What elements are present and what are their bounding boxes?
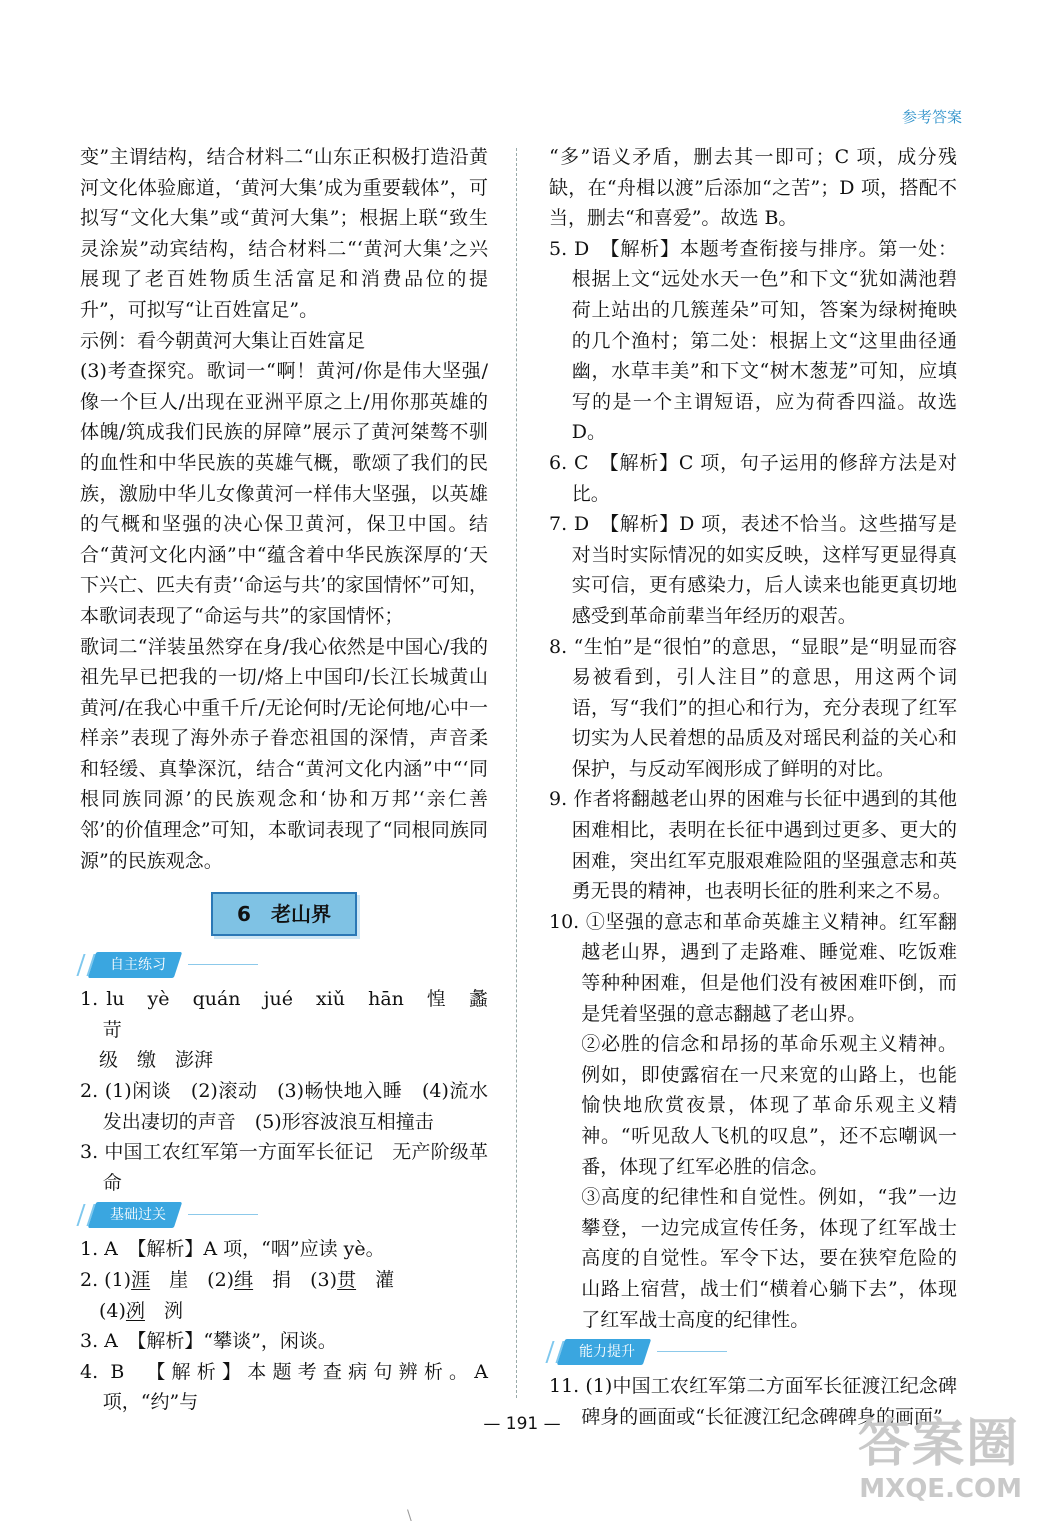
- section-tag-ability: [549, 1339, 657, 1365]
- section-label: 自主练习: [110, 957, 166, 974]
- answer-7: 7. D 【解析】D 项，表述不恰当。这些描写是对当时实际情况的如实反映，这样写更显得真实可信，更有感染力，后人读来也能更真切地感受到革命前辈当年经历的艰苦。: [549, 513, 957, 627]
- left-paragraph-4: 歌词二“洋装虽然穿在身/我心依然是中国心/我的祖先早已把我的一切/烙上中国印/长江长城黄山黄河/在我心中重千斤/无论何时/无论何地/心中一样亲”表现了海外赤子眷恋祖国的深情，声音柔和轻缓、真挚深沉，结合“黄河文化内涵”中“‘同根同族同源’的民族观念和‘协和万邦’‘亲仁善邻’的价值理念”可知，本歌词表现了“同根同族同源”的民族观念。: [80, 635, 488, 872]
- right-paragraph-continued: “多”语义矛盾，删去其一即可；C 项，成分残缺，在“舟楫以渡”后添加“之苦”；D 项，搭配不当，删去“和喜爱”。故选 B。: [549, 146, 957, 230]
- watermark-logo: [858, 1414, 1028, 1524]
- answer-10-2: ②必胜的信念和昂扬的革命乐观主义精神。例如，即使露宿在一尺来宽的山路上，也能愉快地欣赏夜景，体现了革命乐观主义精神。“听见敌人飞机的叹息”，还不忘嘲讽一番，体现了红军必胜的信念。: [581, 1033, 957, 1178]
- left-paragraph-example: 示例：看今朝黄河大集让百姓富足: [80, 329, 366, 352]
- basics-4: 4. B 【解析】本题考查病句辨析。A 项，“约”与: [80, 1360, 488, 1414]
- basics-2: [80, 1265, 488, 1296]
- answer-8: 8. “生怕”是“很怕”的意思，“显眼”是“明显而容易被看到，引人注目”的意思，用这两个词语，写“我们”的担心和行为，充分表现了红军切实为人民着想的品质及对瑶民利益的关心和保护，与反动军阀形成了鲜明的对比。: [549, 635, 957, 780]
- basics-2-d2: 洌: [163, 1299, 183, 1322]
- answer-10-1: 10. ①坚强的意志和革命英雄主义精神。红军翻越老山界，遇到了走路难、睡觉难、吃饭难等种种困难，但是他们没有被困难吓倒，而是凭着坚强的意志翻越了老山界。: [549, 910, 957, 1025]
- answer-11: 11. (1)中国工农红军第二方面军长征渡江纪念碑碑身的画面或“长征渡江纪念碑碑身的画面”: [549, 1375, 957, 1428]
- basics-2-d1: 冽: [125, 1299, 145, 1322]
- column-divider: [516, 148, 517, 1398]
- basics-2-prefix: 2. (1): [80, 1269, 132, 1291]
- basics-2-a1: 涯: [131, 1269, 151, 1291]
- answer-10-3: ③高度的纪律性和自觉性。例如，“我”一边攀登，一边完成宣传任务，体现了红军战士高度的自觉性。军令下达，要在狭窄危险的山路上宿营，战士们“横着心躺下去”，体现了红军战士高度的纪律性。: [581, 1186, 957, 1331]
- basics-1: 1. A 【解析】A 项，“咽”应读 yè。: [80, 1238, 385, 1261]
- self-practice-2: 2. (1)闲谈 (2)滚动 (3)畅快地入睡 (4)流水发出凄切的声音 (5)形容波浪互相撞击: [80, 1080, 488, 1133]
- basics-2-a2: 崖: [169, 1269, 189, 1291]
- self-practice-1b: 级 缴 澎湃: [80, 1049, 214, 1072]
- section-tag-basics: [80, 1202, 188, 1228]
- basics-2-b2: 捐: [272, 1269, 292, 1291]
- watermark-text: 答案圈: [858, 1414, 1021, 1474]
- answer-5: 5. D 【解析】本题考查衔接与排序。第一处：根据上文“远处水天一色”和下文“犹如满池碧荷上站出的几簇莲朵”可知，答案为绿树掩映的几个渔村；第二处：根据上文“这里曲径通幽，水草丰美”和下文“树木葱茏”可知，应填写的是一个主谓短语，应为荷香四溢。故选 D。: [549, 237, 957, 444]
- tag-tail-line: [657, 1351, 727, 1352]
- basics-2-c2: 灌: [375, 1269, 395, 1291]
- basics-2-d-prefix: (4): [99, 1299, 126, 1322]
- section-label: 基础过关: [110, 1207, 166, 1224]
- basics-2-b1: 缉: [234, 1269, 254, 1291]
- section-tag-self-practice: [80, 952, 188, 978]
- right-column: [549, 142, 957, 1432]
- basics-2-line2: [80, 1296, 488, 1327]
- tag-tail-line: [188, 1214, 258, 1215]
- section-label: 能力提升: [579, 1344, 635, 1361]
- self-practice-3: 3. 中国工农红军第一方面军长征记 无产阶级革命: [80, 1141, 488, 1194]
- self-practice-1: 1. lu yè quán jué xiǔ hān 惶 蠡 苛: [80, 988, 508, 1041]
- basics-3: 3. A 【解析】“攀谈”，闲谈。: [80, 1330, 337, 1353]
- scan-mark: \: [407, 1508, 412, 1524]
- left-paragraph-3: (3)考查探究。歌词一“啊！黄河/你是伟大坚强/像一个巨人/出现在亚洲平原之上/用你那英雄的体魄/筑成我们民族的屏障”展示了黄河桀骜不驯的血性和中华民族的英雄气概，歌颂了我们的民族，激励中华儿女像黄河一样伟大坚强，以英雄的气概和坚强的决心保卫黄河，保卫中国。结合“黄河文化内涵”中“蕴含着中华民族深厚的‘天下兴亡、匹夫有责’‘命运与共’的家国情怀”可知，本歌词表现了“命运与共”的家国情怀；: [80, 360, 488, 627]
- basics-2-c-prefix: (3): [310, 1269, 338, 1291]
- basics-2-b-prefix: (2): [207, 1269, 235, 1291]
- answer-9: 9. 作者将翻越老山界的困难与长征中遇到的其他困难相比，表明在长征中遇到过更多、更大的困难，突出红军克服艰难险阻的坚强意志和英勇无畏的精神，也表明长征的胜利来之不易。: [549, 788, 957, 903]
- left-paragraph-1: 变”主谓结构，结合材料二“山东正积极打造沿黄河文化体验廊道，‘黄河大集’成为重要载体”，可拟写“文化大集”或“黄河大集”；根据上联“致生灵涂炭”动宾结构，结合材料二“‘黄河大集’之兴展现了老百姓物质生活富足和消费品位的提升”，可拟写“让百姓富足”。: [80, 146, 488, 321]
- lesson-title: 6 老山界: [211, 892, 357, 936]
- left-column: [80, 142, 508, 1418]
- page-number: — 191 —: [483, 1414, 561, 1434]
- basics-2-c1: 贯: [337, 1269, 357, 1291]
- header-tag: 参考答案: [901, 108, 962, 126]
- tag-tail-line: [188, 964, 258, 965]
- watermark-url: MXQE.COM: [859, 1474, 1022, 1504]
- answer-6: 6. C 【解析】C 项，句子运用的修辞方法是对比。: [549, 451, 957, 505]
